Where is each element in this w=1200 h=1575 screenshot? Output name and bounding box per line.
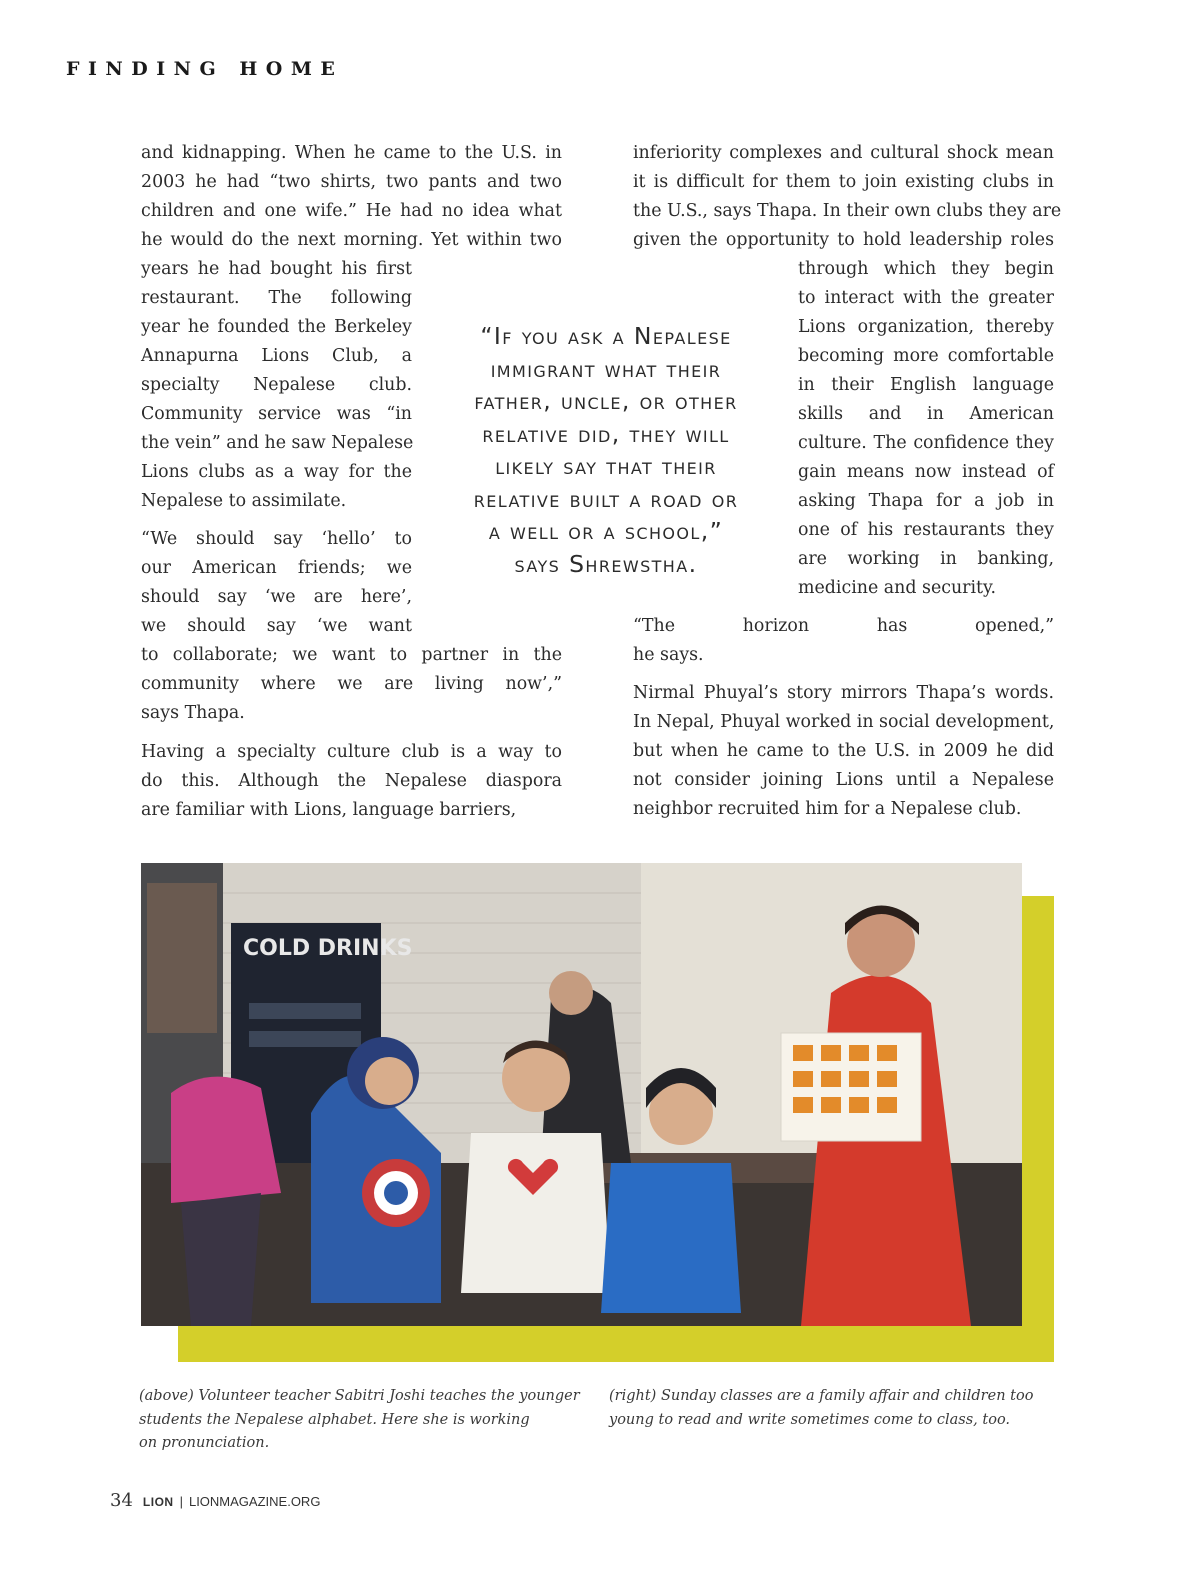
article-line: should say ‘we are here’, [141, 587, 412, 607]
article-line: gain means now instead of [798, 462, 1054, 482]
article-line: are familiar with Lions, language barriers, [141, 800, 517, 820]
article-line: “We should say ‘hello’ to [141, 529, 412, 549]
article-line: not consider joining Lions until a Nepalese [633, 770, 1054, 790]
pull-quote-line: likely say that their [495, 452, 717, 480]
article-line: In Nepal, Phuyal worked in social development, [633, 712, 1055, 732]
article-line: our American friends; we [141, 558, 412, 578]
article-line: in their English language [798, 375, 1054, 395]
article-line: it is difficult for them to join existing clubs in [633, 172, 1054, 192]
article-line: the vein” and he saw Nepalese [141, 433, 414, 453]
caption-line: young to read and write sometimes come to class, too. [609, 1411, 1011, 1428]
article-line: restaurant. The following [141, 288, 412, 308]
article-line: years he had bought his first [141, 259, 412, 279]
article-line: year he founded the Berkeley [141, 317, 412, 337]
classroom-photo [141, 863, 1022, 1326]
section-header: FINDING HOME [66, 58, 344, 80]
article-line: says Thapa. [141, 703, 245, 723]
article-line: but when he came to the U.S. in 2009 he did [633, 741, 1054, 761]
footer-separator: | [179, 1494, 183, 1509]
article-line: we should say ‘we want [141, 616, 412, 636]
article-line: children and one wife.” He had no idea what [141, 201, 562, 221]
article-line: given the opportunity to hold leadership roles [633, 230, 1054, 250]
article-line: through which they begin [798, 259, 1054, 279]
cold-drinks-sign: COLD DRINKS [243, 936, 413, 961]
article-line: community where we are living now’,” [141, 674, 562, 694]
pull-quote-line: “If you ask a Nepalese [480, 322, 732, 350]
article-line: “The horizon has opened,” [633, 616, 1054, 636]
pull-quote-line: father, uncle, or other [474, 387, 738, 415]
caption-line: on pronunciation. [139, 1435, 270, 1451]
article-line: he would do the next morning. Yet within two [141, 230, 562, 250]
caption-left [139, 1385, 580, 1456]
article-line: becoming more comfortable [798, 346, 1054, 366]
caption-line: (right) Sunday classes are a family affair and children too [609, 1388, 1034, 1404]
article-line: specialty Nepalese club. [141, 375, 412, 395]
pull-quote-line: a well or a school,” [488, 517, 724, 545]
article-line: the U.S., says Thapa. In their own clubs they are [633, 201, 1062, 221]
article-line: are working in banking, [798, 549, 1054, 569]
pull-quote-line: immigrant what their [490, 354, 722, 383]
caption-line: students the Nepalese alphabet. Here she is working [139, 1411, 530, 1428]
article-paragraph [633, 679, 1054, 824]
article-line: to collaborate; we want to partner in the [141, 645, 562, 665]
article-line: Lions clubs as a way for the [141, 462, 412, 482]
pull-quote-line: relative did, they will [482, 419, 730, 448]
article-line: medicine and security. [798, 578, 997, 598]
pull-quote-line: says Shrewstha. [514, 549, 698, 578]
caption-right [609, 1385, 1033, 1432]
article-line: do this. Although the Nepalese diaspora [141, 771, 562, 791]
article-line: Community service was “in [141, 404, 412, 424]
magazine-website: LIONMAGAZINE.ORG [188, 1494, 321, 1509]
magazine-name: LION [142, 1495, 174, 1509]
article-line: one of his restaurants they [798, 520, 1054, 540]
page-footer [110, 1490, 320, 1511]
article-line: Having a specialty culture club is a way to [141, 742, 562, 762]
article-line: inferiority complexes and cultural shock mean [633, 143, 1054, 163]
article-paragraph [141, 738, 562, 825]
pull-quote-line: relative built a road or [473, 484, 739, 513]
article-line: asking Thapa for a job in [798, 491, 1054, 511]
article-line: culture. The confidence they [798, 433, 1054, 453]
article-line: Nepalese to assimilate. [141, 491, 347, 511]
article-line: neighbor recruited him for a Nepalese club. [633, 799, 1022, 819]
article-line: to interact with the greater [798, 288, 1054, 308]
caption-line: (above) Volunteer teacher Sabitri Joshi teaches the younger [139, 1388, 580, 1404]
article-line: he says. [633, 645, 704, 665]
article-line: and kidnapping. When he came to the U.S. in [141, 143, 562, 163]
article-line: 2003 he had “two shirts, two pants and two [141, 172, 562, 192]
article-line: skills and in American [798, 404, 1054, 424]
article-line: Lions organization, thereby [798, 317, 1054, 337]
article-line: Annapurna Lions Club, a [141, 346, 412, 366]
pull-quote [426, 320, 786, 580]
page-number: 34 [110, 1490, 133, 1511]
article-line: Nirmal Phuyal’s story mirrors Thapa’s words. [633, 683, 1054, 703]
article-paragraph [633, 612, 1054, 670]
